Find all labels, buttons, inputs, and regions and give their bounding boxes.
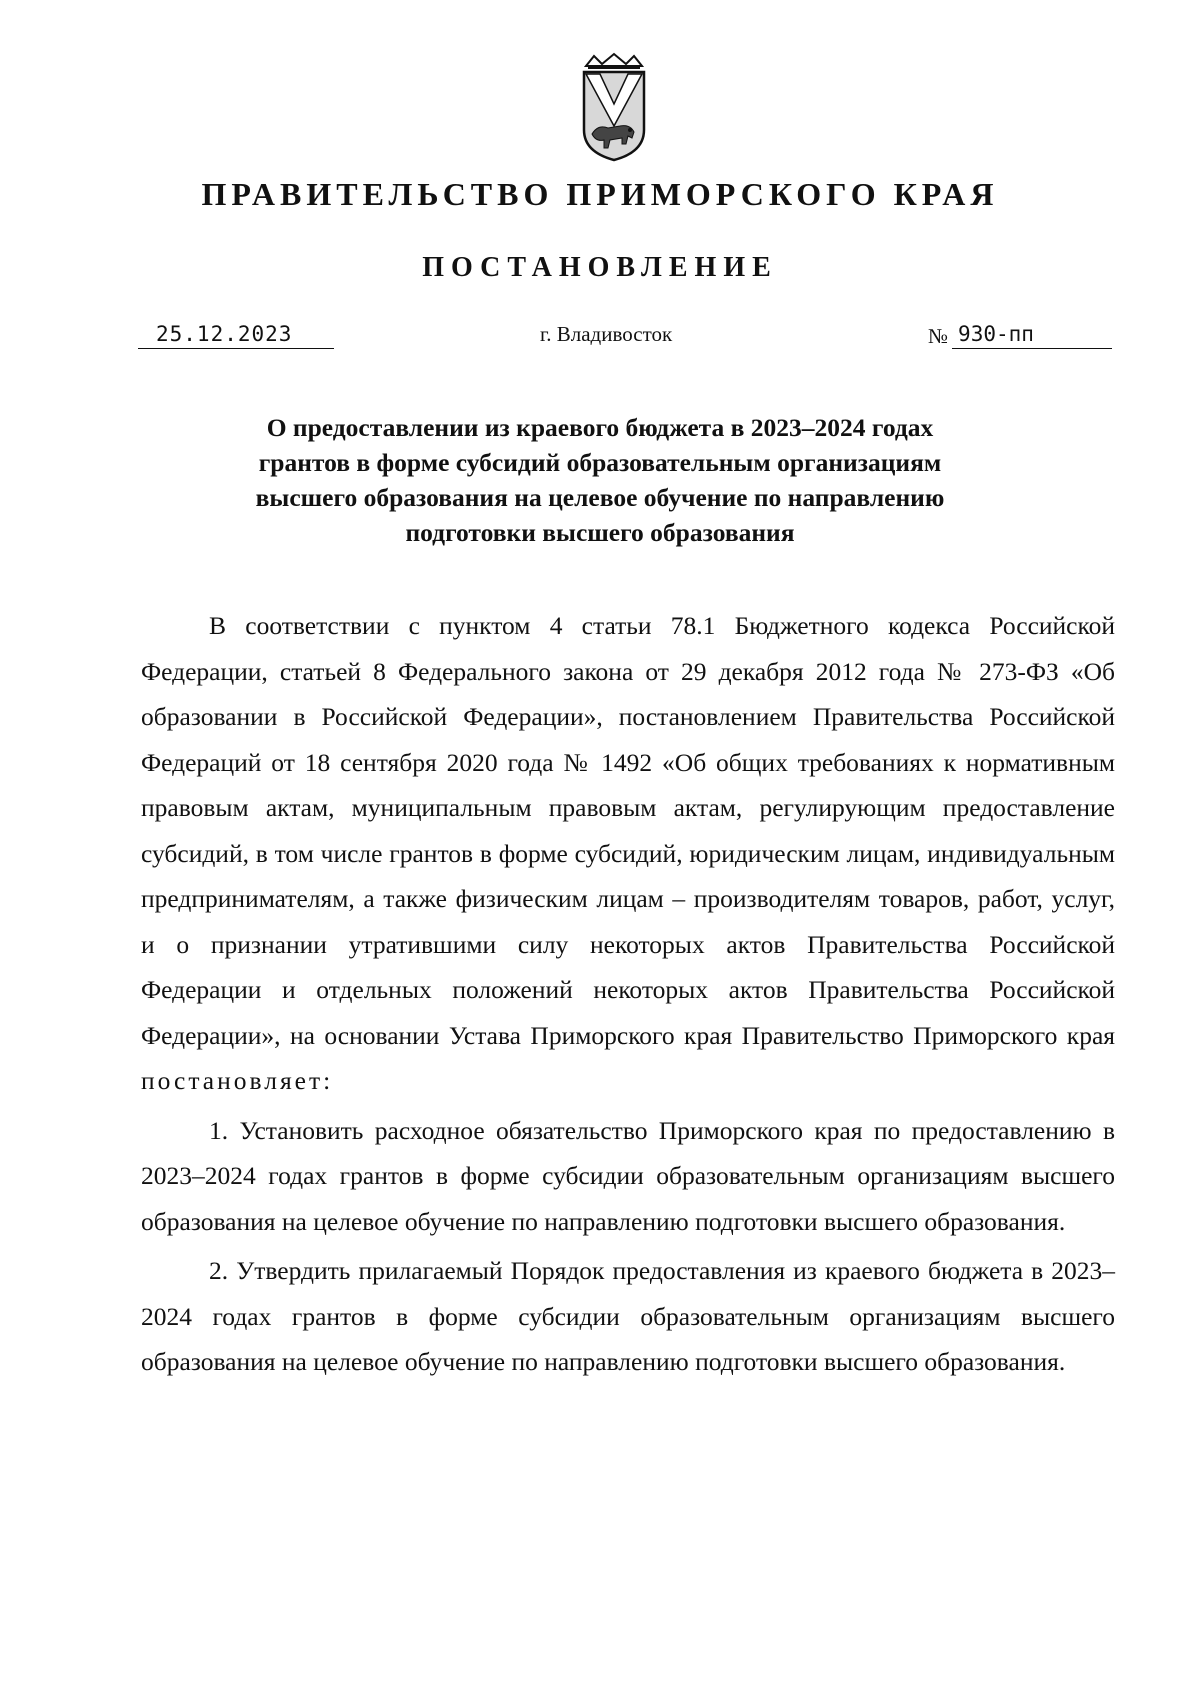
item-2-paragraph: 2. Утвердить прилагаемый Порядок предоставления из краевого бюджета в 2023–2024 годах грантов в форме субсидии образовательным организациям высшего образования на целевое обучение по направлению подготовки высшего образования. bbox=[141, 1256, 1115, 1376]
document-subject bbox=[200, 410, 1000, 550]
document-date: 25.12.2023 bbox=[138, 322, 334, 349]
subject-line: высшего образования на целевое обучение по направлению bbox=[255, 483, 945, 512]
org-title: ПРАВИТЕЛЬСТВО ПРИМОРСКОГО КРАЯ bbox=[201, 176, 999, 212]
resolves-word: постановляет: bbox=[141, 1066, 334, 1095]
subject-line: грантов в форме субсидий образовательным организациям bbox=[258, 448, 942, 477]
subject-line: О предоставлении из краевого бюджета в 2023–2024 годах bbox=[266, 413, 934, 442]
document-body bbox=[141, 603, 1115, 1385]
item-1-paragraph: 1. Установить расходное обязательство Приморского края по предоставлению в 2023–2024 годах грантов в форме субсидии образовательным организациям высшего образования на целевое обучение по направлению подготовки высшего образования. bbox=[141, 1115, 1115, 1236]
number-value: 930-пп bbox=[952, 322, 1112, 349]
number-sign: № bbox=[928, 324, 949, 348]
doc-type-title: ПОСТАНОВЛЕНИЕ bbox=[422, 252, 778, 283]
document-number bbox=[928, 322, 1112, 349]
coat-of-arms-icon bbox=[576, 52, 652, 162]
subject-line: подготовки высшего образования bbox=[405, 518, 795, 547]
document-city: г. Владивосток bbox=[540, 322, 673, 346]
preamble-paragraph bbox=[141, 603, 1115, 1104]
preamble-text: В соответствии с пунктом 4 статьи 78.1 Бюджетного кодекса Российской Федерации, статьей 8 Федерального закона от 29 декабря 2012 года № 273-ФЗ «Об образовании в Российской Федерации», постановлением Правительства Российской Федераций от 18 сентября 2020 года № 1492 «Об общих требованиях к нормативным правовым актам, муниципальным правовым актам, регулирующим предоставление субсидий, в том числе грантов в форме субсидий, юридическим лицам, индивидуальным предпринимателям, а также физическим лицам – производителям товаров, работ, услуг, и о признании утратившими силу некоторых актов Правительства Российской Федерации и отдельных положений некоторых актов Правительства Российской Федерации», на основании Устава Приморского края Правительство Приморского края bbox=[141, 611, 1115, 1050]
